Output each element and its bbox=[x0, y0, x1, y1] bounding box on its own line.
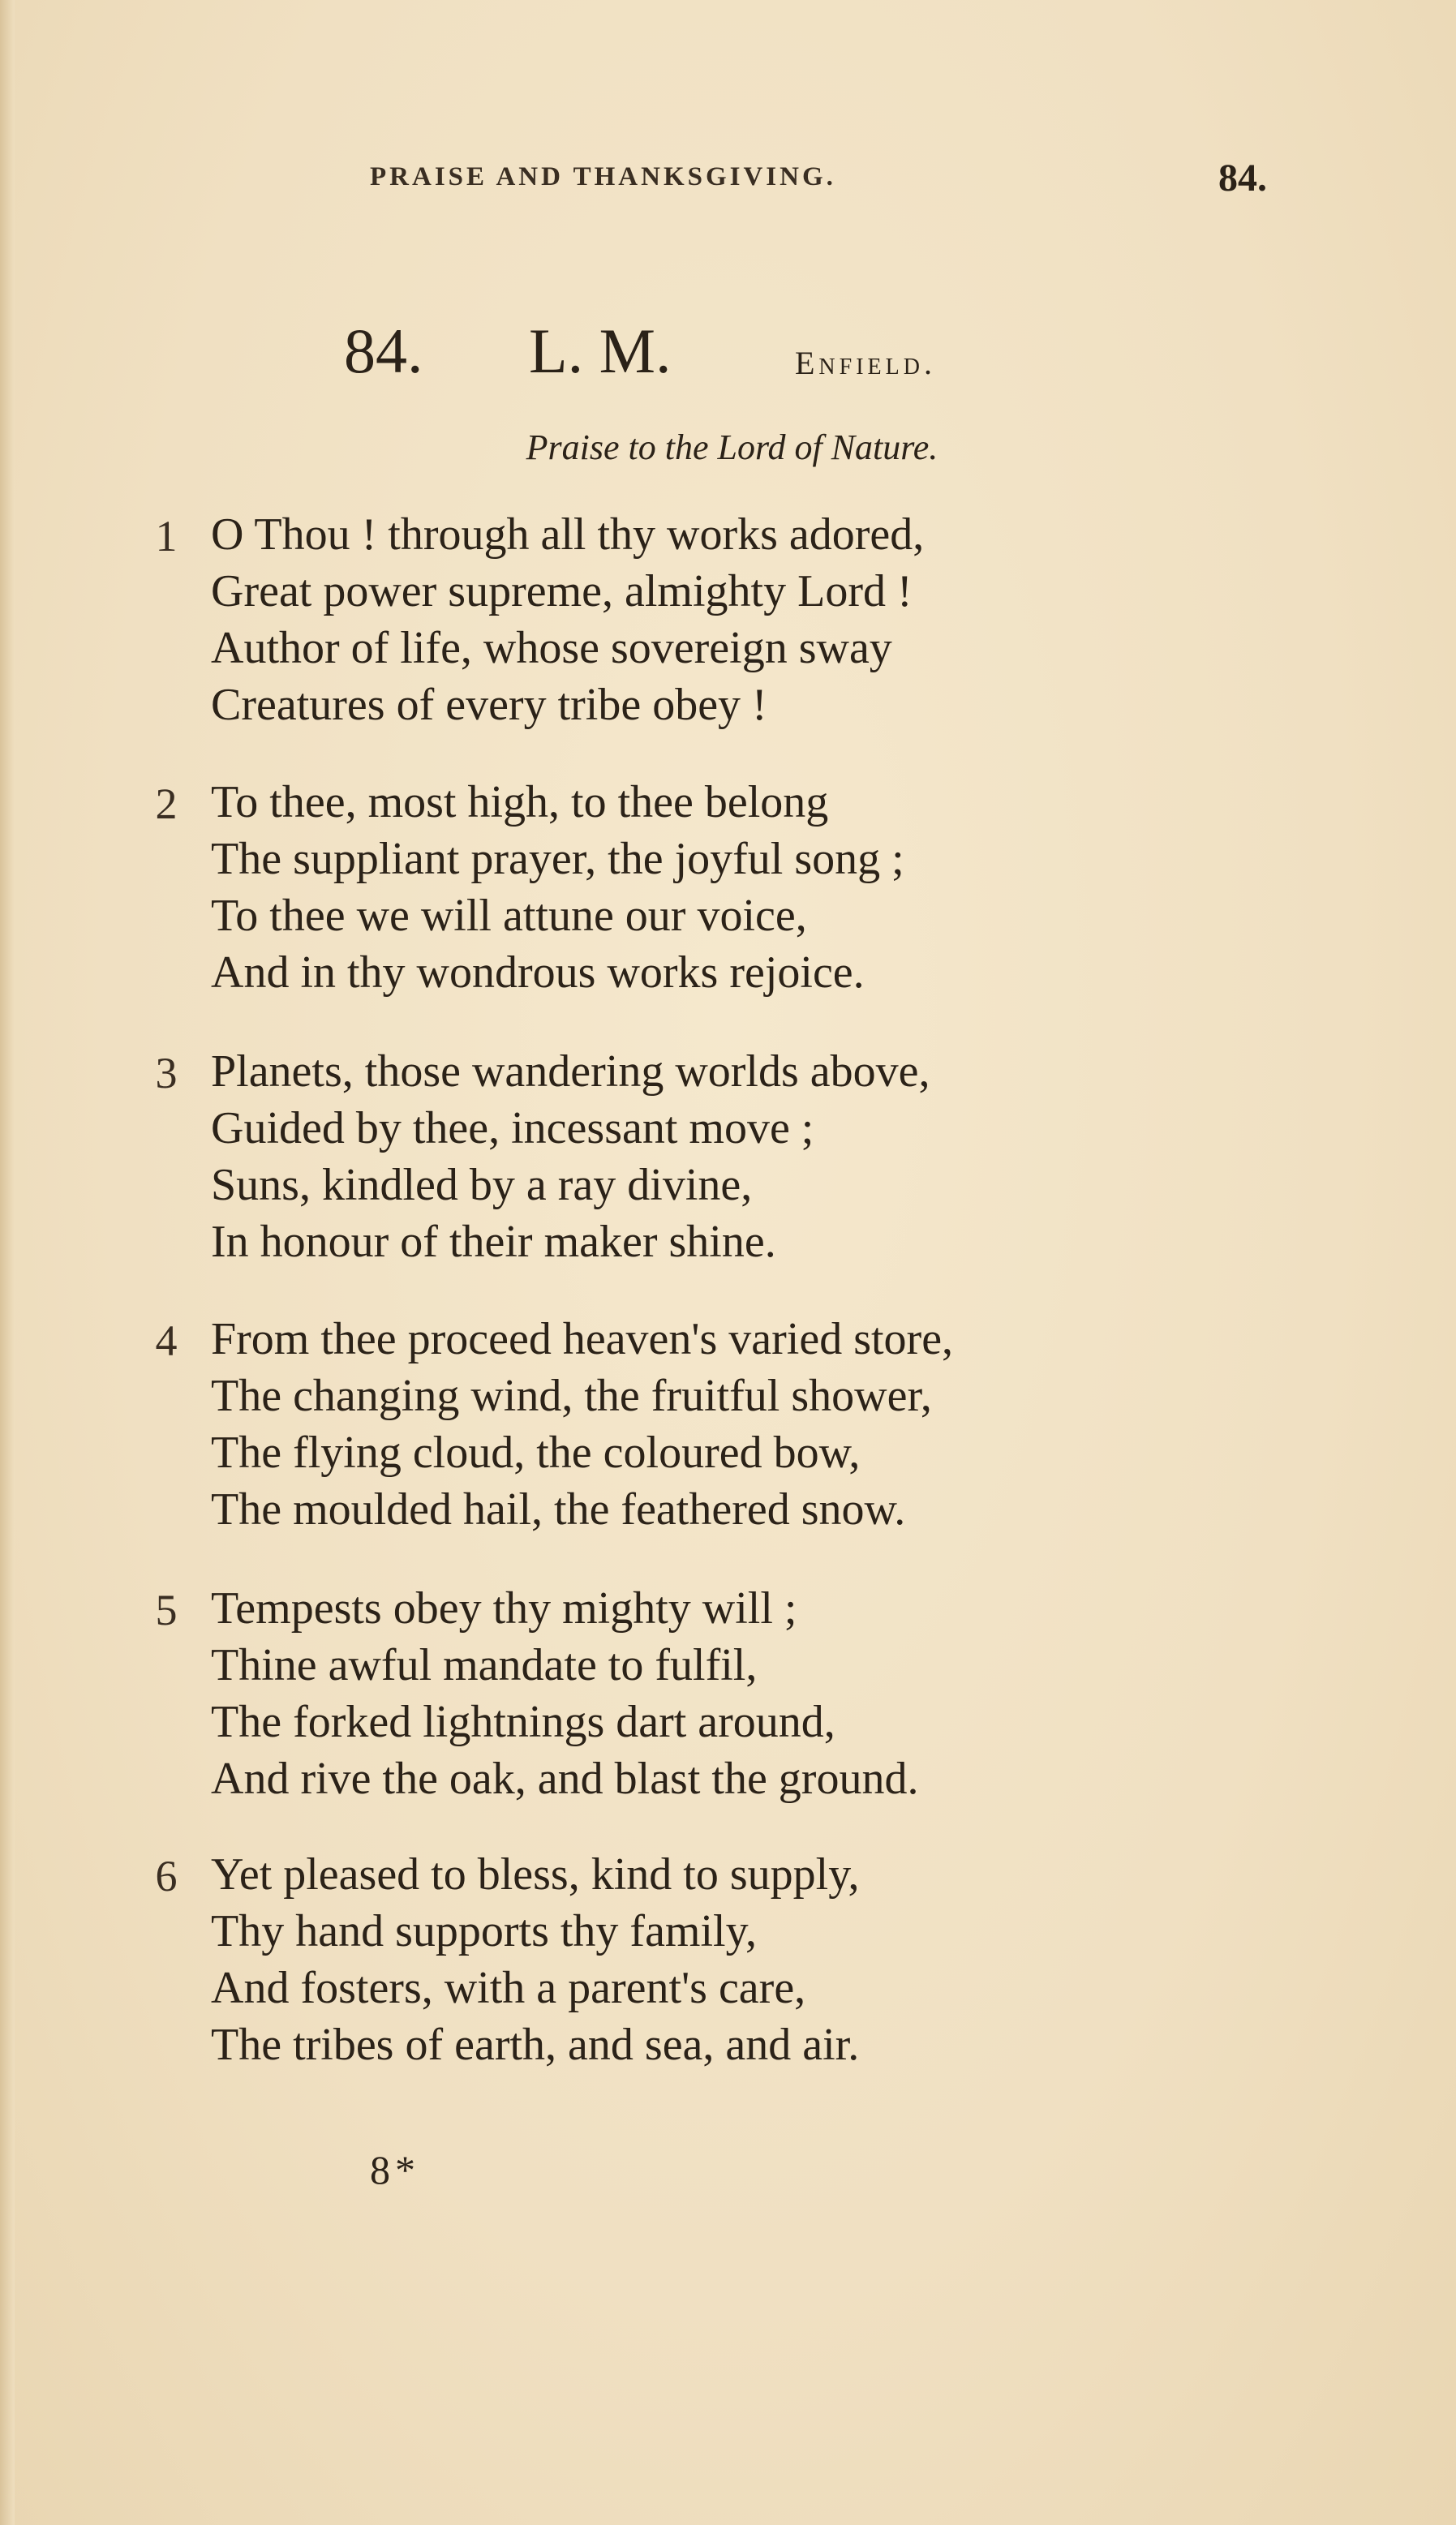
verse-number: 2 bbox=[155, 779, 178, 828]
verse-line: To thee we will attune our voice, bbox=[211, 891, 807, 941]
verse-line: Creatures of every tribe obey ! bbox=[211, 680, 767, 730]
verse-line: The forked lightnings dart around, bbox=[211, 1697, 835, 1747]
hymn-tune-name: Enfield. bbox=[795, 345, 936, 381]
verse-line: And rive the oak, and blast the ground. bbox=[211, 1754, 919, 1804]
verse-line: The tribes of earth, and sea, and air. bbox=[211, 2020, 860, 2070]
verse-number: 1 bbox=[155, 512, 178, 560]
verse-line: The changing wind, the fruitful shower, bbox=[211, 1371, 932, 1421]
verse-line: And fosters, with a parent's care, bbox=[211, 1963, 806, 2013]
verse-line: Yet pleased to bless, kind to supply, bbox=[211, 1849, 860, 1900]
verse-line: Tempests obey thy mighty will ; bbox=[211, 1583, 797, 1634]
verse-line: Author of life, whose sovereign sway bbox=[211, 623, 892, 673]
hymn-number: 84. bbox=[344, 316, 423, 386]
verse-line: To thee, most high, to thee belong bbox=[211, 777, 829, 827]
verse-line: The flying cloud, the coloured bow, bbox=[211, 1428, 861, 1478]
verse-line: From thee proceed heaven's varied store, bbox=[211, 1314, 954, 1364]
verse-line: Suns, kindled by a ray divine, bbox=[211, 1160, 753, 1210]
running-head: PRAISE AND THANKSGIVING. bbox=[370, 162, 836, 191]
verse-line: Thy hand supports thy family, bbox=[211, 1906, 757, 1956]
hymn-header bbox=[344, 315, 1155, 396]
verse-number: 3 bbox=[155, 1049, 178, 1097]
verse-line: O Thou ! through all thy works adored, bbox=[211, 509, 925, 560]
hymn-subtitle: Praise to the Lord of Nature. bbox=[526, 427, 938, 467]
verse-number: 6 bbox=[155, 1852, 178, 1900]
hymn-meter: L. M. bbox=[529, 316, 672, 386]
verse-line: And in thy wondrous works rejoice. bbox=[211, 947, 865, 998]
verse-line: Great power supreme, almighty Lord ! bbox=[211, 566, 913, 616]
page-number: 84. bbox=[1218, 157, 1267, 200]
signature-mark: 8* bbox=[370, 2147, 420, 2192]
verse-line: In honour of their maker shine. bbox=[211, 1217, 776, 1267]
verse-number: 4 bbox=[155, 1316, 178, 1365]
page-gutter bbox=[0, 0, 15, 2525]
verse-line: The suppliant prayer, the joyful song ; bbox=[211, 834, 904, 884]
verse-line: Thine awful mandate to fulfil, bbox=[211, 1640, 758, 1690]
verse-line: Planets, those wandering worlds above, bbox=[211, 1046, 930, 1097]
verse-line: Guided by thee, incessant move ; bbox=[211, 1103, 814, 1153]
verse-line: The moulded hail, the feathered snow. bbox=[211, 1484, 906, 1535]
verse-number: 5 bbox=[155, 1586, 178, 1634]
